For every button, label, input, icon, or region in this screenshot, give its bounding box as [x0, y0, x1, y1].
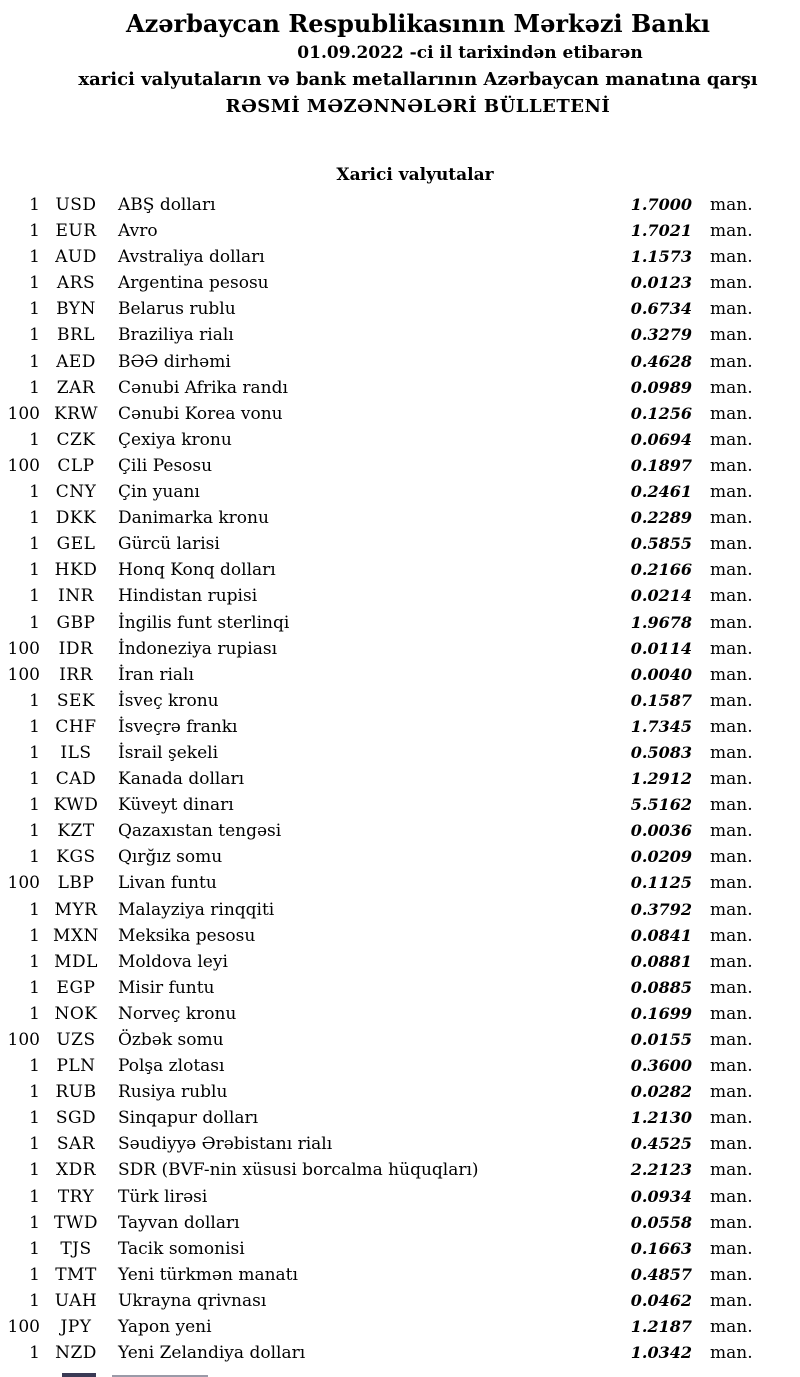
unit-label-cell: man. — [710, 1290, 753, 1311]
table-row — [0, 401, 770, 427]
rate-value-cell: 0.0841 — [630, 925, 692, 945]
unit-label-cell: man. — [710, 273, 753, 294]
currency-name-cell: Misir funtu — [118, 977, 215, 998]
currency-code-cell: SAR — [56, 1134, 96, 1155]
table-row — [0, 505, 770, 531]
table-row — [0, 583, 770, 609]
quantity-cell: 100 — [7, 1030, 40, 1050]
quantity-cell: 100 — [7, 403, 40, 424]
quantity-cell: 1 — [29, 690, 40, 711]
currency-name-cell: Tayvan dolları — [118, 1212, 240, 1233]
quantity-cell: 100 — [7, 455, 40, 476]
unit-label-cell: man. — [710, 403, 753, 424]
quantity-cell: 1 — [29, 247, 40, 268]
rate-value-cell: 1.2187 — [630, 1317, 692, 1337]
unit-label-cell: man. — [710, 638, 753, 659]
currency-name-cell: Yapon yeni — [118, 1317, 212, 1338]
unit-label-cell: man. — [710, 977, 753, 998]
table-row — [0, 1314, 770, 1340]
unit-label-cell: man. — [710, 560, 753, 581]
table-row — [0, 1131, 770, 1157]
unit-label-cell: man. — [710, 1343, 753, 1364]
rate-value-cell: 0.0040 — [630, 664, 692, 684]
currency-name-cell: Səudiyyə Ərəbistanı rialı — [118, 1134, 333, 1155]
currency-name-cell: Danimarka kronu — [118, 508, 269, 529]
unit-label-cell: man. — [710, 1238, 753, 1259]
table-row — [0, 1288, 770, 1314]
table-row — [0, 1210, 770, 1236]
unit-label-cell: man. — [710, 899, 753, 920]
unit-label-cell: man. — [710, 325, 753, 346]
currency-name-cell: Çin yuanı — [118, 482, 200, 503]
quantity-cell: 1 — [29, 586, 40, 607]
currency-name-cell: Avro — [118, 221, 158, 242]
effective-date-line: 01.09.2022 -ci il tarixindən etibarən — [297, 43, 643, 63]
currency-code-cell: IRR — [59, 664, 93, 685]
rate-value-cell: 0.6734 — [630, 299, 692, 319]
table-row — [0, 1105, 770, 1131]
rate-value-cell: 0.0209 — [630, 847, 692, 867]
table-row — [0, 688, 770, 714]
rate-value-cell: 0.0694 — [630, 429, 692, 449]
currency-name-cell: İndoneziya rupiası — [118, 638, 278, 659]
unit-label-cell: man. — [710, 1186, 753, 1207]
quantity-cell: 1 — [29, 716, 40, 737]
currency-code-cell: SEK — [56, 690, 96, 711]
rate-value-cell: 0.1587 — [630, 690, 692, 710]
quantity-cell: 1 — [29, 1238, 40, 1259]
document-header — [0, 8, 800, 120]
currency-name-cell: Honq Konq dolları — [118, 560, 276, 581]
currency-name-cell: Türk lirəsi — [118, 1186, 208, 1207]
rate-value-cell: 0.0155 — [630, 1030, 692, 1049]
rate-value-cell: 0.4857 — [630, 1264, 692, 1284]
rate-value-cell: 0.0558 — [630, 1212, 692, 1232]
rate-value-cell: 1.1573 — [630, 247, 692, 267]
currency-name-cell: Qırğız somu — [118, 847, 223, 868]
rate-value-cell: 0.4628 — [630, 351, 692, 371]
rate-value-cell: 1.2912 — [630, 769, 692, 789]
unit-label-cell: man. — [710, 716, 753, 737]
table-row — [0, 662, 770, 688]
quantity-cell: 1 — [29, 1108, 40, 1129]
unit-label-cell: man. — [710, 1030, 753, 1050]
currency-name-cell: İsveçrə frankı — [118, 716, 238, 737]
unit-label-cell: man. — [710, 742, 753, 763]
currency-name-cell: Hindistan rupisi — [118, 586, 258, 607]
unit-label-cell: man. — [710, 1003, 753, 1024]
rate-value-cell: 0.1256 — [630, 403, 692, 423]
currency-code-cell: MDL — [54, 951, 98, 972]
quantity-cell: 1 — [29, 1290, 40, 1311]
rate-value-cell: 0.5083 — [630, 742, 692, 762]
quantity-cell: 1 — [29, 769, 40, 790]
table-row — [0, 557, 770, 583]
unit-label-cell: man. — [710, 1160, 753, 1181]
unit-label-cell: man. — [710, 951, 753, 972]
currency-name-cell: ABŞ dolları — [118, 195, 216, 215]
clipped-next-row-fragment — [62, 1373, 96, 1377]
currency-code-cell: TMT — [55, 1264, 97, 1285]
currency-name-cell: Norveç kronu — [118, 1003, 237, 1024]
currency-code-cell: CLP — [57, 455, 95, 476]
currency-name-cell: İsrail şekeli — [118, 742, 218, 763]
currency-name-cell: İran rialı — [118, 664, 194, 685]
quantity-cell: 100 — [7, 638, 40, 659]
currency-name-cell: Malayziya rinqqiti — [118, 899, 275, 920]
currency-code-cell: GBP — [56, 612, 96, 633]
table-row — [0, 349, 770, 375]
currency-name-cell: Tacik somonisi — [118, 1238, 245, 1259]
quantity-cell: 1 — [29, 273, 40, 294]
quantity-cell: 1 — [29, 847, 40, 868]
unit-label-cell: man. — [710, 195, 753, 215]
rate-value-cell: 0.0934 — [630, 1186, 692, 1206]
currency-code-cell: CNY — [55, 482, 97, 503]
currency-code-cell: INR — [58, 586, 94, 607]
rate-value-cell: 1.0342 — [630, 1343, 692, 1363]
currency-code-cell: ARS — [56, 273, 96, 294]
quantity-cell: 1 — [29, 1264, 40, 1285]
currency-code-cell: AED — [56, 351, 96, 372]
rate-value-cell: 1.7000 — [630, 195, 692, 214]
quantity-cell: 1 — [29, 821, 40, 842]
table-row — [0, 322, 770, 348]
currency-code-cell: KRW — [53, 403, 99, 424]
table-row — [0, 636, 770, 662]
unit-label-cell: man. — [710, 455, 753, 476]
rate-value-cell: 1.2130 — [630, 1108, 692, 1128]
currency-code-cell: NZD — [55, 1343, 97, 1364]
table-row — [0, 923, 770, 949]
quantity-cell: 1 — [29, 429, 40, 450]
currency-name-cell: Yeni türkmən manatı — [118, 1264, 298, 1285]
currency-code-cell: PLN — [56, 1056, 96, 1077]
unit-label-cell: man. — [710, 795, 753, 816]
quantity-cell: 1 — [29, 1343, 40, 1364]
quantity-cell: 1 — [29, 508, 40, 529]
currency-name-cell: Argentina pesosu — [118, 273, 269, 294]
unit-label-cell: man. — [710, 1264, 753, 1285]
currency-name-cell: İngilis funt sterlinqi — [118, 612, 290, 633]
unit-label-cell: man. — [710, 925, 753, 946]
currency-code-cell: CAD — [55, 769, 97, 790]
quantity-cell: 1 — [29, 951, 40, 972]
unit-label-cell: man. — [710, 1134, 753, 1155]
currency-code-cell: BYN — [56, 299, 96, 320]
currency-code-cell: BRL — [56, 325, 96, 346]
table-row — [0, 1236, 770, 1262]
currency-code-cell: GEL — [56, 534, 96, 555]
currency-name-cell: Braziliya rialı — [118, 325, 234, 346]
unit-label-cell: man. — [710, 664, 753, 685]
table-row — [0, 1184, 770, 1210]
currency-code-cell: AUD — [55, 247, 97, 268]
table-row — [0, 975, 770, 1001]
currency-name-cell: Moldova leyi — [118, 951, 228, 972]
quantity-cell: 1 — [29, 534, 40, 555]
currency-name-cell: Çili Pesosu — [118, 455, 213, 476]
currency-code-cell: KWD — [53, 795, 99, 816]
currency-code-cell: EUR — [55, 221, 97, 242]
currency-name-cell: Cənubi Korea vonu — [118, 403, 283, 424]
quantity-cell: 1 — [29, 1160, 40, 1181]
currency-name-cell: Yeni Zelandiya dolları — [118, 1343, 306, 1364]
section-title-foreign-currencies: Xarici valyutalar — [336, 165, 494, 185]
currency-code-cell: KGS — [56, 847, 96, 868]
quantity-cell: 1 — [29, 377, 40, 398]
currency-code-cell: MYR — [54, 899, 98, 920]
currency-code-cell: TRY — [57, 1186, 95, 1207]
currency-code-cell: UAH — [54, 1290, 98, 1311]
rate-value-cell: 0.2289 — [630, 508, 692, 528]
table-row — [0, 766, 770, 792]
quantity-cell: 100 — [7, 1317, 40, 1338]
quantity-cell: 1 — [29, 1003, 40, 1024]
rate-value-cell: 0.5855 — [630, 534, 692, 554]
currency-code-cell: USD — [55, 195, 97, 215]
table-row — [0, 453, 770, 479]
unit-label-cell: man. — [710, 221, 753, 242]
rate-value-cell: 0.0282 — [630, 1082, 692, 1102]
rate-value-cell: 1.7021 — [630, 221, 692, 241]
unit-label-cell: man. — [710, 534, 753, 555]
currency-code-cell: CHF — [55, 716, 97, 737]
currency-name-cell: Cənubi Afrika randı — [118, 377, 288, 398]
rate-value-cell: 0.4525 — [630, 1134, 692, 1154]
currency-code-cell: LBP — [57, 873, 95, 894]
quantity-cell: 1 — [29, 612, 40, 633]
unit-label-cell: man. — [710, 1108, 753, 1129]
table-row — [0, 270, 770, 296]
table-row — [0, 792, 770, 818]
table-row — [0, 244, 770, 270]
quantity-cell: 1 — [29, 195, 40, 215]
exchange-rates-table — [0, 192, 800, 1366]
quantity-cell: 1 — [29, 795, 40, 816]
unit-label-cell: man. — [710, 690, 753, 711]
currency-code-cell: EGP — [56, 977, 96, 998]
unit-label-cell: man. — [710, 847, 753, 868]
currency-name-cell: Çexiya kronu — [118, 429, 232, 450]
bank-name-title: Azərbaycan Respublikasının Mərkəzi Bankı — [125, 9, 711, 38]
quantity-cell: 1 — [29, 742, 40, 763]
currency-name-cell: Kanada dolları — [118, 769, 245, 790]
currency-code-cell: NOK — [54, 1003, 98, 1024]
rate-value-cell: 0.0989 — [630, 377, 692, 397]
quantity-cell: 1 — [29, 1134, 40, 1155]
table-row — [0, 1262, 770, 1288]
unit-label-cell: man. — [710, 482, 753, 503]
currency-name-cell: Sinqapur dolları — [118, 1108, 259, 1129]
unit-label-cell: man. — [710, 769, 753, 790]
table-row — [0, 479, 770, 505]
rate-value-cell: 1.7345 — [630, 716, 692, 736]
rate-value-cell: 5.5162 — [630, 795, 692, 815]
quantity-cell: 1 — [29, 1186, 40, 1207]
rate-value-cell: 0.1699 — [630, 1003, 692, 1023]
table-row — [0, 1053, 770, 1079]
currency-code-cell: ZAR — [56, 377, 96, 398]
rate-value-cell: 0.3792 — [630, 899, 692, 919]
table-row — [0, 740, 770, 766]
table-row — [0, 870, 770, 896]
rate-value-cell: 0.2461 — [630, 482, 692, 502]
rate-value-cell: 0.0462 — [630, 1290, 692, 1310]
currency-name-cell: İsveç kronu — [118, 690, 219, 711]
currency-name-cell: Gürcü larisi — [118, 534, 220, 555]
unit-label-cell: man. — [710, 612, 753, 633]
currency-name-cell: Ukrayna qrivnası — [118, 1290, 267, 1311]
currency-name-cell: SDR (BVF-nin xüsusi borcalma hüquqları) — [118, 1160, 479, 1181]
unit-label-cell: man. — [710, 247, 753, 268]
quantity-cell: 1 — [29, 221, 40, 242]
rate-value-cell: 0.0881 — [630, 951, 692, 971]
currency-name-cell: Meksika pesosu — [118, 925, 256, 946]
table-row — [0, 1027, 770, 1053]
subject-line: xarici valyutaların və bank metallarının Azərbaycan manatına qarşı — [78, 69, 758, 90]
unit-label-cell: man. — [710, 377, 753, 398]
quantity-cell: 1 — [29, 925, 40, 946]
rate-value-cell: 0.0114 — [630, 638, 692, 658]
rate-value-cell: 2.2123 — [630, 1160, 692, 1180]
currency-name-cell: BƏƏ dirhəmi — [118, 351, 231, 372]
quantity-cell: 100 — [7, 664, 40, 685]
quantity-cell: 1 — [29, 899, 40, 920]
unit-label-cell: man. — [710, 351, 753, 372]
rate-value-cell: 0.0885 — [630, 977, 692, 997]
unit-label-cell: man. — [710, 873, 753, 894]
table-row — [0, 610, 770, 636]
currency-code-cell: KZT — [57, 821, 95, 842]
rate-value-cell: 0.1897 — [630, 455, 692, 475]
table-row — [0, 375, 770, 401]
currency-code-cell: ILS — [60, 742, 92, 763]
table-row — [0, 192, 770, 218]
table-row — [0, 1340, 770, 1366]
currency-code-cell: IDR — [58, 638, 94, 659]
quantity-cell: 1 — [29, 1212, 40, 1233]
currency-name-cell: Qazaxıstan tengəsi — [118, 821, 282, 842]
currency-code-cell: RUB — [55, 1082, 97, 1103]
unit-label-cell: man. — [710, 1317, 753, 1338]
currency-name-cell: Belarus rublu — [118, 299, 236, 320]
quantity-cell: 1 — [29, 299, 40, 320]
bulletin-title: RƏSMİ MƏZƏNNƏLƏRİ BÜLLETENİ — [225, 96, 611, 117]
quantity-cell: 1 — [29, 560, 40, 581]
currency-code-cell: UZS — [56, 1030, 96, 1050]
rate-value-cell: 0.1125 — [630, 873, 692, 893]
rate-value-cell: 0.3279 — [630, 325, 692, 345]
rate-value-cell: 0.1663 — [630, 1238, 692, 1258]
currency-name-cell: Rusiya rublu — [118, 1082, 228, 1103]
unit-label-cell: man. — [710, 586, 753, 607]
currency-code-cell: MXN — [53, 925, 99, 946]
table-row — [0, 844, 770, 870]
unit-label-cell: man. — [710, 821, 753, 842]
quantity-cell: 1 — [29, 351, 40, 372]
currency-code-cell: SGD — [55, 1108, 97, 1129]
currency-code-cell: JPY — [60, 1317, 92, 1338]
quantity-cell: 1 — [29, 1082, 40, 1103]
table-row — [0, 949, 770, 975]
currency-code-cell: CZK — [56, 429, 96, 450]
table-row — [0, 714, 770, 740]
unit-label-cell: man. — [710, 508, 753, 529]
unit-label-cell: man. — [710, 299, 753, 320]
table-row — [0, 1001, 770, 1027]
quantity-cell: 100 — [7, 873, 40, 894]
currency-name-cell: Polşa zlotası — [118, 1056, 225, 1077]
currency-code-cell: TWD — [54, 1212, 98, 1233]
unit-label-cell: man. — [710, 1082, 753, 1103]
rate-value-cell: 0.2166 — [630, 560, 692, 580]
currency-name-cell: Özbək somu — [118, 1030, 224, 1050]
table-row — [0, 296, 770, 322]
table-row — [0, 897, 770, 923]
unit-label-cell: man. — [710, 1056, 753, 1077]
currency-code-cell: DKK — [55, 508, 97, 529]
currency-code-cell: XDR — [55, 1160, 97, 1181]
currency-name-cell: Küveyt dinarı — [118, 795, 234, 816]
quantity-cell: 1 — [29, 482, 40, 503]
currency-name-cell: Avstraliya dolları — [118, 247, 265, 268]
rate-value-cell: 0.0123 — [630, 273, 692, 293]
unit-label-cell: man. — [710, 1212, 753, 1233]
rate-value-cell: 1.9678 — [630, 612, 692, 632]
table-row — [0, 1157, 770, 1183]
quantity-cell: 1 — [29, 1056, 40, 1077]
rate-value-cell: 0.0214 — [630, 586, 692, 606]
table-row — [0, 218, 770, 244]
currency-code-cell: HKD — [54, 560, 98, 581]
currency-name-cell: Livan funtu — [118, 873, 217, 894]
unit-label-cell: man. — [710, 429, 753, 450]
quantity-cell: 1 — [29, 325, 40, 346]
table-row — [0, 818, 770, 844]
currency-code-cell: TJS — [60, 1238, 92, 1259]
rate-value-cell: 0.3600 — [630, 1056, 692, 1076]
rate-value-cell: 0.0036 — [630, 821, 692, 841]
quantity-cell: 1 — [29, 977, 40, 998]
table-row — [0, 427, 770, 453]
table-row — [0, 1079, 770, 1105]
table-row — [0, 531, 770, 557]
